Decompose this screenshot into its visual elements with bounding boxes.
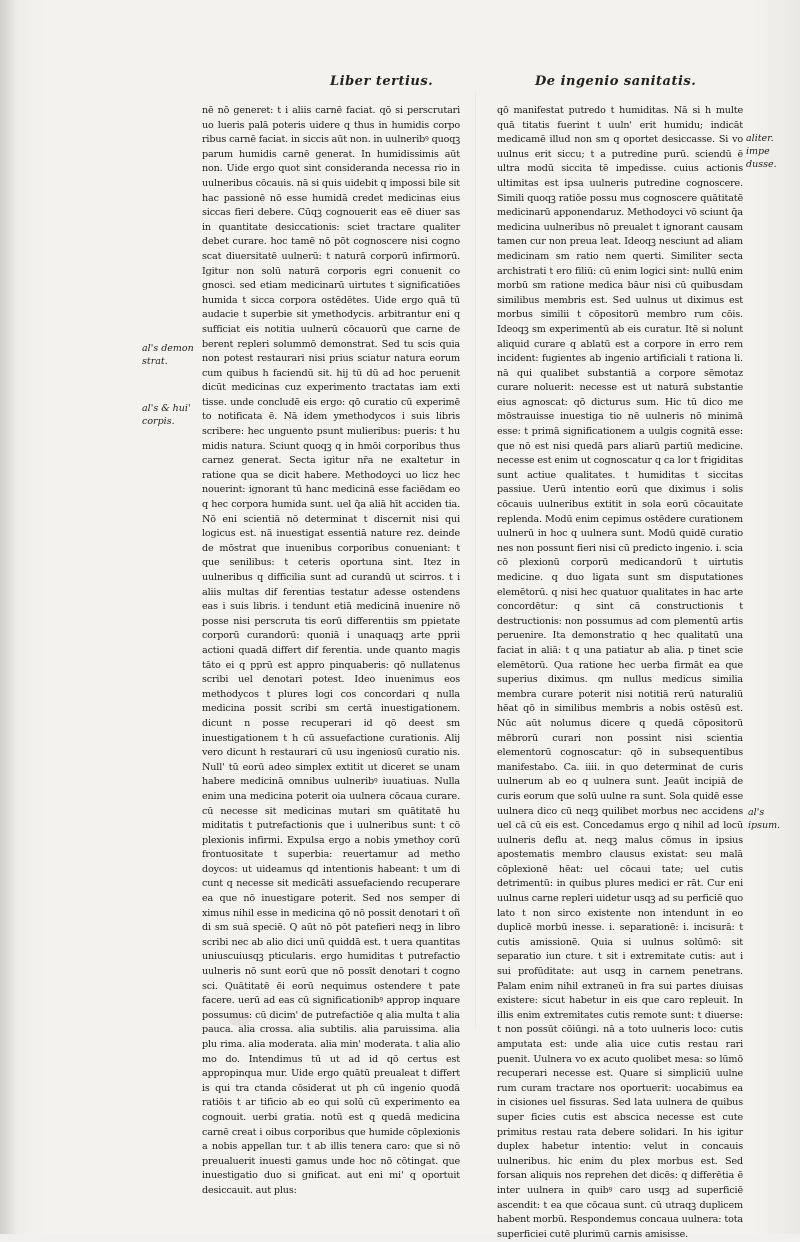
margin-note: aliter. impe dusse.: [746, 133, 777, 170]
margin-note: al's & hui' corpis.: [142, 403, 191, 427]
running-head-left: Liber tertius.: [330, 74, 434, 89]
column-text: qō manifestat putredo t humiditas. Nā si h multe quā titatis fuerint t uuln' erit humidu; indicāt medicamē illud non sm q oportet desiccasse. Si vo uulnus erit siccu; t a putredine purū. sciendū ē ultra modū siccita tē impedisse. cuius actionis ultimitas est ipsa uulneris putredine cognoscere. Simili quoqꝫ ratiōe possu mus cognoscere quātitatē medicinarū apponendaruz. Methodoyci vō sciunt q̄a medicina uulneribus nō preualet t ignorant causam tamen cur non preua leat. Ideoqꝫ nesciunt ad aliam medicinam sm ratio nem querti. Similiter secta archistrati t ero filiū: cū enim logici sint: nullū enim morbū sm ratione medica bāur nisi cū quibusdam similibus membris est. Sed uulnus ut diximus est morbus similii t cōpositorū membro rum cōis. Ideoqꝫ sm experimentū ab eis curatur. Itē si nolunt aliquid curare q ablatū est a corpore in erro rem incident: fugientes ab ingenio artificiali t rationa li. nā qui qualibet substantiā a corpore sēmotaz curare noluerit: necesse est ut naturā substantie eius agnoscat: qō dicturus sum. Hic tū dico me mōstrauisse inuestiga tio nē uulneris nō minimā esse: t primā significationem a uulgis cognitā esse: que nō est nisi quedā pars aliarū partiū medicine. necesse est enim ut cognoscatur q ca lor t frigiditas sunt actiue qualitates. t humiditas t siccitas passiue. Uerū intentio eorū que diximus i solis cōcauis uulneribus extitit in sola eorū cōcauitate replenda. Modū enim cepimus ostēdere curationem uulnerū in hoc q uulnera sunt. Modū quidē curatio nes non possunt fieri nisi cū predicto ingenio. i. scia cō plexionū corporū medicandorū t uirtutis medicine. q duo ligata sunt sm disputationes elemētorū. q nisi hec quatuor qualitates in hac arte concordētur: q sint cā constructionis t destructionis: non possumus ad com plementū artis peruenire. Ita demonstratio q hec qualitatū una faciat in aliā: t q una patiatur ab alia. p tinet scie elemētorū. Qua ratione hec uerba firmāt ea que superius diximus. qm nullus medicus similia membra curare poterit nisi notitiā rerū naturaliū hēat qō in similibus membris a nobis ostēsū est. Nūc aūt nolumus dicere q quedā cōpositorū mēbrorū curari non possint nisi scientia elementorū cognoscatur: qō in subsequentibus manifestabo. Ca. iiii. in quo determinat de curis uulnerum ab eo q uulnera sunt. Jeaūt incipiā de curis eorum que solū uulne ra sunt. Sola quidē esse uulnera dico cū neqꝫ quilibet morbus nec accidens uel cā cū eis est. Concedamus ergo q nihil ad locū uulneris deflu at. neqꝫ malus cōmus in ipsius apostematis membro clausus existat: seu malā cōplexionē hēat: uel cōcaui tate; uel cutis detrimentū: in quibus plures medici er rāt. Cur eni uulnus carne repleri uidetur usqꝫ ad su perficiē quo lato t non sirco existente non intendunt in eo duplicē morbū inesse. i. separationē: i. incisurā: t cutis amissionē. Quia si uulnus solūmō: sit separatio iun cture. t sit i extremitate cutis: aut i sui profūditate: aut usqꝫ in carnem penetrans. Palam enim nihil extraneū in fra sui partes diuisas existere: sicut habetur in eis que caro repleuit. In illis enim extremitates cutis remote sunt: t diuerse: t non possūt cōiūngi. nā a toto uulneris loco: cutis amputata est: unde alia uice cutis restau rari puenit. Uulnera vo ex acuto quolibet mesa: so lūmō recuperari necesse est. Quare si simpliciū uulne rum curam tractare nos oportuerit: uocabimus ea in cisiones uel fissuras. Sed lata uulnera de quibus super ficies cutis est absciса necesse est cute primitus restau rata debere solidari. In his igitur duplex habetur intentio: velut in concauis uulneribus. hic enim du plex morbus est. Sed forsan aliquis nos reprehen det dicēs: q differētia ē inter uulnera in quibꝰ caro usqꝫ ad superficiē ascendit: t ea que cōcaua sunt. cū utraqꝫ duplicem habent morbū. Respondemus concaua uulnera: tota superficiei cutē plurimū carnis amisisse.: [497, 105, 743, 1240]
text-column-right: [497, 104, 743, 1242]
margin-note: al's demon strat.: [142, 343, 194, 367]
margin-note: al's ipsum.: [748, 807, 781, 831]
ink-blot: [228, 1012, 250, 1026]
column-divider: [475, 90, 476, 1030]
column-text: nē nō generet: t i aliis carnē faciat. qō si perscrutari uo lueris palā poteris uidere q thus in humidis corpo ribus carnē faciat. in siccis aūt non. in uulneribꝰ quoqꝫ parum humidis carnē generat. In humidissimis aūt non. Uide ergo quot sint consideranda necessa rio in uulneribus cōcauis. nā si quis uidebit q impossi bile sit hac passionē nō esse humidā credet medicinas eius siccas fieri debere. Cūqꝫ cognouerit eas eē diuer sas in quantitate desiccationis: sciet tractare qualiter debet curare. hoc tamē nō pōt cognoscere nisi cogno scat diuersitatē uulnerū: t naturā corporū infirmorū. Igitur non solū naturā corporis egri conuenit co gnosci. sed etiam medicinarū uirtutes t significatiōes humida t sicca corpora ostēdētes. Uide ergo quā tū audacie t superbie sit ymethodycis. arbitrantur eni q sufficiat eis notitia uulnerū cōcauorū que carne de berent repleri solummō demonstrat. Sed tu scis quia non potest restaurari nisi prius sciatur natura eorum cum quibus h faciendū sit. hij tū dū ad hoc peruenit dicūt medicinas cuz experimento tractatas iam exti tisse. unde concludē eis ergo: qō curatio cū experimē to notificata ē. Nā idem ymethodycos i suis libris scribere: hec unguento psunt mulieribus: pueris: t hu midis natura. Sciunt quoqꝫ q in hmōi corporibus thus carnez generat. Secta igitur nr̄a ne exaltetur in ratione qua se dicit habere. Methodoyci uo licz hec nouerint: ignorant tū hanc medicinā esse faciēdam eo q hec corpora humida sunt. uel q̄a aliā hīt acciden tia. Nō eni scientiā nō determinat t discernit nisi qui logicus est. nā inuestigat essentiā nature rez. deinde de mōstrat que inuenibus corporibus conueniant: t que senilibus: t ceteris oportuna sint. Itez in uulneribus q difficilia sunt ad curandū ut scirros. t i aliis multas dif ferentias testatur adesse ostendens eas i suis libris. i tendunt etiā medicinā inuenire nō posse nisi perscruta tis eorū differentiis sm ppietate corporū curandorū: quoniā i unaquaqꝫ arte pprii actioni quadā differt dif ferentia. unde quanto magis tāto ei q pprū est appro pinquaberis: qō nullatenus scribi uel denotari potest. Ideo inuenimus eos methodycos t plures logi cos concordari q nulla medicina possit scribi sm certā inuestigationem. dicunt n posse recuperari id qō deest sm inuestigationem t h cū assuefactione curationis. Alij vero dicunt h restaurari cū usu ingeniosū curatio nis. Null' tū eorū adeo simplex extitit ut diceret se unam habere medicinā omnibus uulneribꝰ iuuatiuas. Nulla enim una medicina poterit oia uulnera cōcaua curare. cū necesse sit medicinas mutari sm quātitatē hu miditatis t putrefactionis que i uulneribus sunt: t cō plexionis infirmi. Expulsa ergo a nobis ymethoy corū frontuositate t superbia: reuertamur ad metho doycos: ut uideamus qd intentionis habeant: t um di cunt q necesse sit medicāti assuefaciendo recuperare ea que nō inuestigare poterit. Sed nos semper di ximus nihil esse in medicina qō nō possit denotari t oñ di sm suā speciē. Q aūt nō pōt patefieri neqꝫ in libro scribi nec ab alio dici unū quiddā est. t uera quantitas uniuscuiusqꝫ pticularis. ergo humiditas t putrefactio uulneris nō sunt eorū que nō possīt denotari t cogno sci. Quātitatē ēi eorū nequimus ostendere t pate facere. uerū ad eas cū significationibꝰ approp inquare possumus: cū dicim' de putrefactiōe q alia multa t alia pauca. alia crossa. alia subtilis. alia paruissima. alia plu rima. alia moderata. alia min' moderata. t alia alio mo do. Intendimus tū ut ad id qō certus est appropinqua mur. Uide ergo quātū preualeat t differt is qui tra ctanda cōsiderat ut ph cū ingenio quodā ratiōis t ar tificio ab eo qui solū cū experimento ea cognouit. uerbi gratia. notū est q quedā medicina carnē creat i oibus corporibus que humide cōplexionis a nobis appellan tur. t ab illis tenera caro: que si nō preualuerit inuesti gamus unde hoc nō cōtingat. que inuestigatio duo si gnificat. aut eni mi' q oportuit desiccauit. aut plus:: [202, 105, 460, 1196]
text-column-left: [202, 104, 460, 1199]
gutter-shadow: [0, 0, 18, 1234]
running-head-right: De ingenio sanitatis.: [535, 74, 697, 89]
